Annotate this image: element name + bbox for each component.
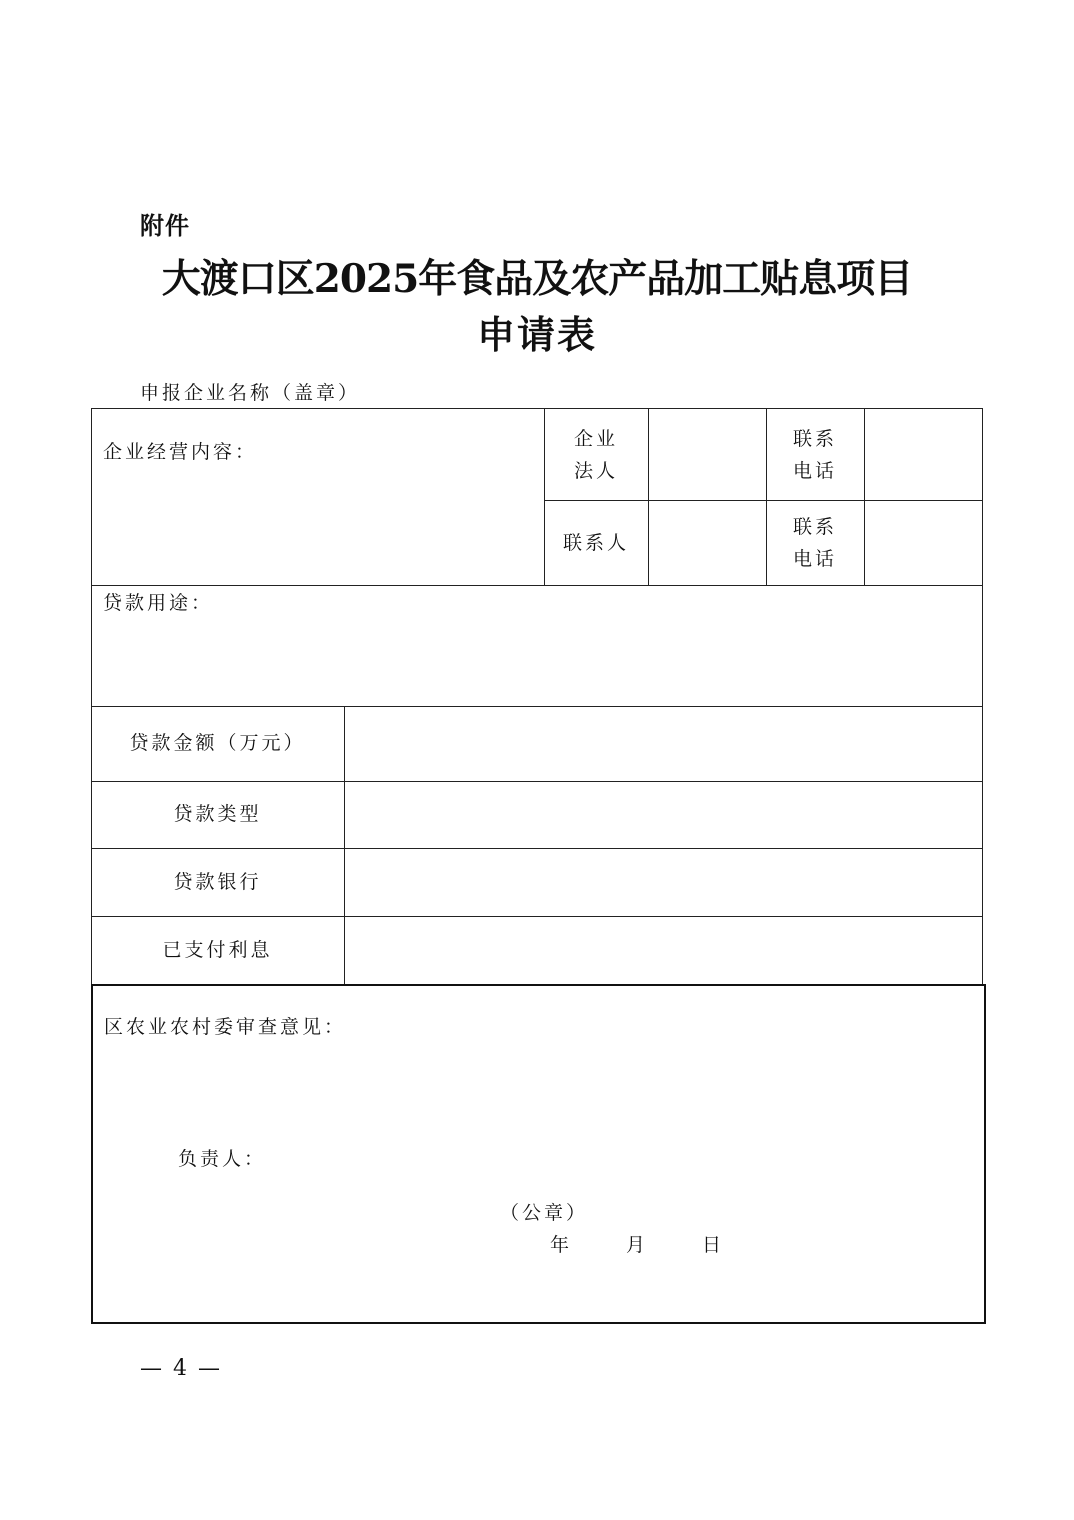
phone-label-line2: 电话 [792, 460, 837, 482]
date-day-label: 日 [702, 1234, 725, 1256]
date-year-label: 年 [550, 1234, 573, 1256]
review-opinion-label: 区农业农村委审查意见： [104, 1016, 347, 1038]
table-divider [648, 408, 649, 585]
table-divider [91, 706, 983, 707]
contact-phone-label-line1: 联系 [792, 516, 837, 538]
table-divider [544, 500, 983, 501]
contact-phone-label-line2: 电话 [792, 548, 837, 570]
table-divider [91, 781, 983, 782]
applicant-name-label: 申报企业名称（盖章） [140, 382, 361, 404]
page-title: 大渡口区2025年食品及农产品加工贴息项目 [161, 256, 913, 302]
responsible-person-label: 负责人： [178, 1148, 267, 1170]
table-divider [91, 916, 983, 917]
page-subtitle: 申请表 [476, 312, 597, 357]
table-border-right [982, 408, 983, 984]
table-divider [344, 706, 345, 984]
table-divider [91, 585, 983, 586]
phone-label-line1: 联系 [792, 428, 837, 450]
page-number: — 4 — [140, 1356, 222, 1381]
loan-amount-label: 贷款金额（万元） [129, 732, 306, 754]
loan-purpose-label: 贷款用途： [103, 592, 214, 614]
table-divider [864, 408, 865, 585]
paid-interest-label: 已支付利息 [162, 939, 273, 961]
date-month-label: 月 [626, 1234, 649, 1256]
official-seal-label: （公章） [500, 1202, 589, 1224]
legal-person-label-line2: 法人 [573, 460, 618, 482]
attachment-label: 附件 [140, 212, 190, 240]
loan-bank-label: 贷款银行 [173, 871, 262, 893]
business-content-label: 企业经营内容： [103, 441, 258, 463]
table-border-top [91, 408, 983, 409]
loan-type-label: 贷款类型 [173, 803, 262, 825]
legal-person-label-line1: 企业 [573, 428, 618, 450]
contact-person-label: 联系人 [562, 532, 629, 554]
table-divider [91, 848, 983, 849]
